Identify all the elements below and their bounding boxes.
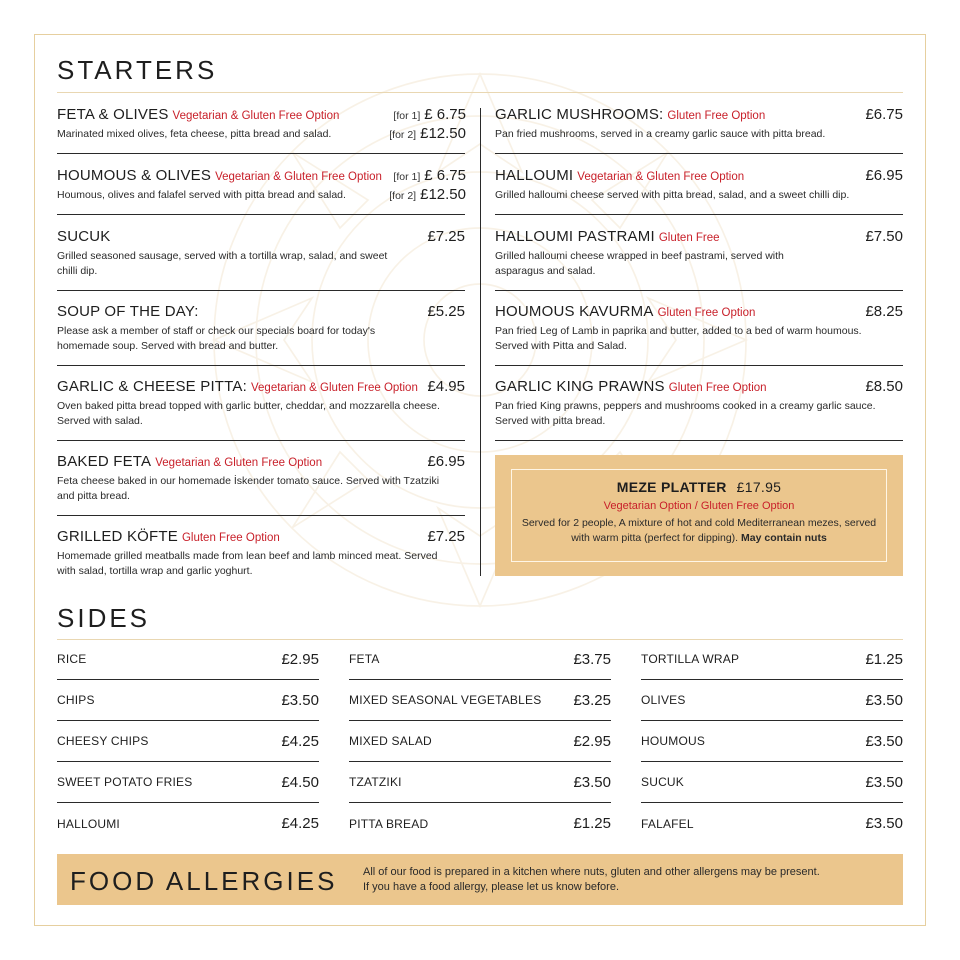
- portion-label: [for 1]: [393, 171, 421, 183]
- meze-option: Vegetarian Option / Gluten Free Option: [603, 500, 795, 512]
- item-description: Grilled seasoned sausage, served with a tortilla wrap, salad, and sweet chilli dip.: [57, 250, 388, 277]
- side-item: [57, 721, 319, 762]
- item-name: GARLIC & CHEESE PITTA:: [57, 378, 247, 395]
- divider: [57, 515, 465, 516]
- divider: [495, 290, 903, 291]
- item-description: Pan fried mushrooms, served in a creamy garlic sauce with pitta bread.: [495, 128, 826, 140]
- item-price: £6.95: [865, 167, 903, 184]
- item-price: £8.50: [865, 378, 903, 395]
- item-description: Please ask a member of staff or check our specials board for today's homemade soup. Served with bread and butter.: [57, 325, 376, 352]
- side-price: £3.75: [573, 650, 611, 668]
- item-name: FETA & OLIVES: [57, 106, 169, 123]
- side-item: [641, 639, 903, 680]
- item-name: HALLOUMI PASTRAMI: [495, 228, 655, 245]
- item-option: Vegetarian & Gluten Free Option: [577, 171, 745, 183]
- meze-platter-box: [511, 469, 887, 562]
- meze-price: £17.95: [736, 479, 782, 495]
- starter-item-baked-feta: [57, 453, 465, 504]
- item-name: HOUMOUS & OLIVES: [57, 167, 212, 184]
- side-price: £4.25: [281, 732, 319, 750]
- item-name: HALLOUMI: [495, 167, 574, 184]
- starters-title-rule: [57, 92, 903, 93]
- starter-item-sucuk: [57, 228, 465, 279]
- divider: [495, 153, 903, 154]
- side-price: £4.25: [281, 815, 319, 832]
- item-description: Pan fried Leg of Lamb in paprika and butter, added to a bed of warm houmous. Served with Pitta and Salad.: [495, 325, 862, 352]
- sides-title: SIDES: [57, 603, 151, 633]
- item-description: Grilled halloumi cheese wrapped in beef pastrami, served with asparagus and salad.: [495, 250, 784, 277]
- side-name: OLIVES: [641, 693, 686, 707]
- item-name: BAKED FETA: [57, 453, 152, 470]
- item-price: £5.25: [427, 303, 465, 320]
- side-name: MIXED SALAD: [349, 734, 432, 748]
- price-group-feta-olives: [366, 106, 466, 144]
- divider: [57, 214, 465, 215]
- side-name: HALLOUMI: [57, 816, 120, 831]
- side-price: £3.50: [573, 773, 611, 791]
- side-price: £2.95: [573, 732, 611, 750]
- side-price: £3.50: [281, 691, 319, 709]
- side-price: £3.50: [865, 732, 903, 750]
- item-name: SOUP OF THE DAY:: [57, 303, 199, 320]
- side-price: £3.50: [865, 815, 903, 832]
- item-option: Gluten Free: [658, 232, 720, 244]
- item-description: Houmous, olives and falafel served with pitta bread and salad.: [57, 189, 346, 201]
- divider: [495, 365, 903, 366]
- side-item: [349, 639, 611, 680]
- item-option: Vegetarian & Gluten Free Option: [215, 171, 382, 183]
- side-name: PITTA BREAD: [349, 816, 429, 831]
- side-item: [349, 762, 611, 803]
- item-name: GRILLED KÖFTE: [57, 528, 178, 545]
- starter-item-soup: [57, 303, 465, 354]
- side-item: [641, 680, 903, 721]
- item-price: £12.50: [420, 125, 466, 142]
- starter-item-halloumi: [495, 167, 903, 203]
- side-name: SUCUK: [641, 775, 685, 789]
- item-name: SUCUK: [57, 228, 111, 245]
- starter-item-garlic-mushrooms: [495, 106, 903, 142]
- portion-label: [for 2]: [389, 129, 417, 141]
- side-item: [349, 680, 611, 721]
- meze-description: Served for 2 people, A mixture of hot and cold Mediterranean mezes, served with warm pitta (perfect for dipping).: [521, 517, 877, 544]
- side-price: £1.25: [573, 815, 611, 832]
- starter-item-feta-olives: [57, 106, 387, 142]
- divider: [57, 440, 465, 441]
- side-item: [641, 803, 903, 844]
- side-price: £2.95: [281, 650, 319, 668]
- item-option: Gluten Free Option: [181, 532, 280, 544]
- item-description: Grilled halloumi cheese served with pitta bread, salad, and a sweet chilli dip.: [495, 189, 850, 201]
- side-price: £1.25: [865, 650, 903, 668]
- item-name: HOUMOUS KAVURMA: [495, 303, 654, 320]
- starter-item-houmous-olives: [57, 167, 387, 203]
- item-option: Gluten Free Option: [667, 110, 766, 122]
- item-price: £6.95: [427, 453, 465, 470]
- item-price: £7.25: [427, 228, 465, 245]
- side-item: [349, 721, 611, 762]
- side-item: [57, 680, 319, 721]
- portion-label: [for 1]: [393, 110, 421, 122]
- starter-item-garlic-king-prawns: [495, 378, 903, 429]
- side-price: £3.25: [573, 691, 611, 709]
- side-item: [57, 803, 319, 844]
- item-option: Vegetarian & Gluten Free Option: [251, 382, 418, 394]
- item-description: Oven baked pitta bread topped with garlic butter, cheddar, and mozzarella cheese. Served with salad.: [57, 400, 440, 427]
- item-description: Marinated mixed olives, feta cheese, pitta bread and salad.: [57, 128, 332, 140]
- side-item: [349, 803, 611, 844]
- item-price: £4.95: [427, 378, 465, 395]
- divider: [495, 214, 903, 215]
- meze-platter-panel: [495, 455, 903, 576]
- allergy-line-1: All of our food is prepared in a kitchen where nuts, gluten and other allergens may be present.: [363, 866, 820, 878]
- item-option: Gluten Free Option: [668, 382, 767, 394]
- side-price: £4.50: [281, 773, 319, 791]
- item-description: Homemade grilled meatballs made from lean beef and lamb minced meat. Served with salad, tortilla wrap and garlic yoghurt.: [57, 550, 438, 577]
- item-name: GARLIC MUSHROOMS:: [495, 106, 664, 123]
- item-description: Feta cheese baked in our homemade İskender tomato sauce. Served with Tzatziki and pitta bread.: [57, 475, 440, 502]
- food-allergies-text: [363, 865, 820, 895]
- allergy-line-2: If you have a food allergy, please let us know before.: [363, 881, 620, 893]
- item-price: £8.25: [865, 303, 903, 320]
- meze-name: MEZE PLATTER: [616, 479, 727, 495]
- portion-label: [for 2]: [389, 190, 417, 202]
- item-price: £12.50: [420, 186, 466, 203]
- side-name: TORTILLA WRAP: [641, 652, 740, 666]
- side-item: [641, 762, 903, 803]
- starters-title: STARTERS: [57, 55, 218, 85]
- side-price: £3.50: [865, 773, 903, 791]
- side-name: MIXED SEASONAL VEGETABLES: [349, 693, 542, 707]
- food-allergies-title: FOOD ALLERGIES: [70, 866, 338, 896]
- item-description: Pan fried King prawns, peppers and mushrooms cooked in a creamy garlic sauce. Served with pitta bread.: [495, 400, 876, 427]
- item-price: £ 6.75: [424, 167, 466, 184]
- side-name: CHEESY CHIPS: [57, 734, 149, 748]
- divider: [495, 440, 903, 441]
- item-name: GARLIC KING PRAWNS: [495, 378, 665, 395]
- side-price: £3.50: [865, 691, 903, 709]
- side-name: TZATZIKI: [349, 775, 402, 789]
- starter-item-houmous-kavurma: [495, 303, 903, 354]
- side-item: [57, 639, 319, 680]
- side-name: SWEET POTATO FRIES: [57, 775, 193, 789]
- side-name: CHIPS: [57, 693, 95, 707]
- item-option: Vegetarian & Gluten Free Option: [155, 457, 323, 469]
- divider: [57, 365, 465, 366]
- starter-item-halloumi-pastrami: [495, 228, 903, 279]
- side-item: [57, 762, 319, 803]
- item-option: Gluten Free Option: [657, 307, 756, 319]
- side-name: HOUMOUS: [641, 734, 706, 748]
- divider: [57, 290, 465, 291]
- starter-item-garlic-cheese-pitta: [57, 378, 465, 429]
- item-option: Vegetarian & Gluten Free Option: [172, 110, 340, 122]
- meze-nut-warning: May contain nuts: [741, 532, 827, 544]
- starter-item-grilled-kofte: [57, 528, 465, 579]
- food-allergies-banner: [57, 854, 903, 905]
- side-name: RICE: [57, 652, 87, 666]
- item-price: £7.25: [427, 528, 465, 545]
- price-group-houmous-olives: [366, 167, 466, 205]
- divider: [57, 153, 465, 154]
- side-name: FETA: [349, 652, 380, 666]
- starters-column-divider: [480, 108, 481, 576]
- side-item: [641, 721, 903, 762]
- side-name: FALAFEL: [641, 816, 694, 831]
- item-price: £ 6.75: [424, 106, 466, 123]
- item-price: £7.50: [865, 228, 903, 245]
- item-price: £6.75: [865, 106, 903, 123]
